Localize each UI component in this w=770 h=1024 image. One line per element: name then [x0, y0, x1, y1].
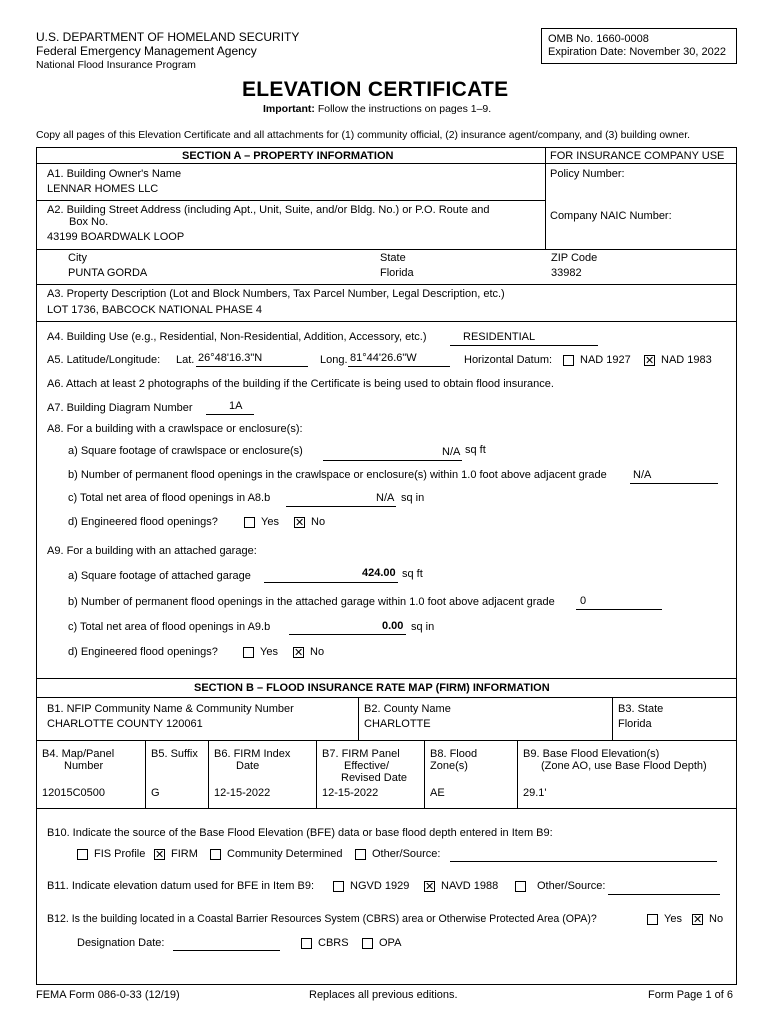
opa-label: OPA [379, 937, 402, 949]
a8-label: A8. For a building with a crawlspace or enclosure(s): [47, 423, 303, 435]
lat-label: Lat. [176, 354, 195, 366]
a9b-label: b) Number of permanent flood openings in the attached garage within 1.0 foot above adjacent grade [68, 596, 555, 608]
a2-street-address[interactable]: 43199 BOARDWALK LOOP [47, 231, 185, 243]
latitude-value[interactable]: 26°48'16.3"N [198, 352, 263, 364]
a9d-label: d) Engineered flood openings? [68, 646, 218, 658]
a9d-yes-checkbox[interactable] [243, 647, 254, 658]
a7-label: A7. Building Diagram Number [47, 402, 193, 414]
b7-label: B7. FIRM Panel [322, 748, 400, 760]
b6-firm-index-date[interactable]: 12-15-2022 [214, 787, 271, 799]
section-a-title: SECTION A – PROPERTY INFORMATION [182, 150, 394, 162]
a1-label: A1. Building Owner's Name [47, 168, 182, 180]
designation-date-label: Designation Date: [77, 937, 165, 949]
a8c-value[interactable]: N/A [376, 492, 395, 504]
state-label: State [380, 252, 406, 264]
longitude-value[interactable]: 81°44'26.6"W [350, 352, 417, 364]
a9c-value[interactable]: 0.00 [382, 620, 404, 632]
b10-community-label: Community Determined [227, 848, 343, 860]
b10-label: B10. Indicate the source of the Base Flood Elevation (BFE) data or base flood depth entered in Item B9: [47, 827, 553, 839]
b1-label: B1. NFIP Community Name & Community Number [47, 703, 294, 715]
nad1927-checkbox[interactable] [563, 355, 574, 366]
form-number: FEMA Form 086-0-33 (12/19) [36, 989, 180, 1001]
replaces-note: Replaces all previous editions. [309, 989, 458, 1001]
designation-date-field[interactable] [173, 950, 280, 951]
b11-other-field[interactable] [608, 894, 720, 895]
b12-yes-label: Yes [664, 913, 682, 925]
omb-number: OMB No. 1660-0008 [548, 33, 649, 45]
b1-community[interactable]: CHARLOTTE COUNTY 120061 [47, 718, 203, 730]
page-title: ELEVATION CERTIFICATE [242, 78, 509, 101]
a8c-label: c) Total net area of flood openings in A8.b [68, 492, 271, 504]
b2-county[interactable]: CHARLOTTE [364, 718, 431, 730]
b9-label: B9. Base Flood Elevation(s) [523, 748, 660, 760]
b5-suffix[interactable]: G [151, 787, 160, 799]
b5-label: B5. Suffix [151, 748, 198, 760]
important-note: Important: Follow the instructions on pages 1–9. [263, 103, 492, 115]
a8c-unit: sq in [401, 492, 425, 504]
a9d-no-checkbox[interactable]: ✕ [294, 646, 304, 659]
a9d-yes-label: Yes [260, 646, 278, 658]
b10-other-field[interactable] [450, 861, 717, 862]
naic-label: Company NAIC Number: [550, 210, 672, 222]
b10-community-checkbox[interactable] [210, 849, 221, 860]
b12-no-label: No [709, 913, 724, 925]
omb-box [541, 28, 737, 64]
b11-ngvd-label: NGVD 1929 [350, 880, 410, 892]
b10-fis-checkbox[interactable] [77, 849, 88, 860]
city-label: City [68, 252, 87, 264]
state-value[interactable]: Florida [380, 267, 414, 279]
b10-firm-checkbox[interactable]: ✕ [155, 848, 165, 861]
long-label: Long. [320, 354, 348, 366]
b10-firm-label: FIRM [171, 848, 198, 860]
b11-navd-label: NAVD 1988 [441, 880, 499, 892]
a5-label: A5. Latitude/Longitude: [47, 354, 161, 366]
b2-label: B2. County Name [364, 703, 451, 715]
a8d-no-label: No [311, 516, 326, 528]
a4-label: A4. Building Use (e.g., Residential, Non-Residential, Addition, Accessory, etc.) [47, 331, 427, 343]
b10-fis-label: FIS Profile [94, 848, 146, 860]
b3-label: B3. State [618, 703, 664, 715]
a9-label: A9. For a building with an attached garage: [47, 545, 257, 557]
a8d-yes-checkbox[interactable] [244, 517, 255, 528]
opa-checkbox[interactable] [362, 938, 373, 949]
b11-other-label: Other/Source: [537, 880, 606, 892]
a8d-label: d) Engineered flood openings? [68, 516, 218, 528]
b8-label-cont: Zone(s) [430, 760, 468, 772]
b12-no-checkbox[interactable]: ✕ [693, 913, 703, 926]
a3-property-description[interactable]: LOT 1736, BABCOCK NATIONAL PHASE 4 [47, 304, 262, 316]
b8-label: B8. Flood [430, 748, 478, 760]
b12-yes-checkbox[interactable] [647, 914, 658, 925]
program-name: National Flood Insurance Program [36, 59, 196, 71]
cbrs-label: CBRS [318, 937, 349, 949]
a9c-unit: sq in [411, 621, 435, 633]
a2-label-cont: Box No. [69, 216, 109, 228]
b10-other-checkbox[interactable] [355, 849, 366, 860]
nad1927-label: NAD 1927 [580, 354, 631, 366]
zip-value[interactable]: 33982 [551, 267, 582, 279]
insurance-use-heading: FOR INSURANCE COMPANY USE [550, 150, 725, 162]
b11-navd-checkbox[interactable]: ✕ [425, 880, 435, 893]
b7-label-cont: Effective/ [344, 760, 390, 772]
a8b-label: b) Number of permanent flood openings in the crawlspace or enclosure(s) within 1.0 foot above adjacent grade [68, 469, 607, 481]
a8d-no-checkbox[interactable]: ✕ [295, 516, 305, 529]
page-number: Form Page 1 of 6 [648, 989, 733, 1001]
a9b-value[interactable]: 0 [580, 595, 587, 607]
agency-name: Federal Emergency Management Agency [36, 44, 257, 58]
b11-other-checkbox[interactable] [515, 881, 526, 892]
a9a-value[interactable]: 424.00 [362, 567, 396, 579]
a8a-unit: sq ft [465, 444, 486, 456]
policy-number-label: Policy Number: [550, 168, 625, 180]
expiration-date: Expiration Date: November 30, 2022 [548, 46, 726, 58]
a8d-yes-label: Yes [261, 516, 279, 528]
cbrs-checkbox[interactable] [301, 938, 312, 949]
b4-label: B4. Map/Panel [42, 748, 115, 760]
b11-ngvd-checkbox[interactable] [333, 881, 344, 892]
a9d-no-label: No [310, 646, 325, 658]
horizontal-datum-label: Horizontal Datum: [464, 354, 553, 366]
b11-label: B11. Indicate elevation datum used for BFE in Item B9: [47, 880, 314, 892]
a9a-unit: sq ft [402, 568, 423, 580]
a1-owner-name[interactable]: LENNAR HOMES LLC [47, 183, 159, 195]
b3-state[interactable]: Florida [618, 718, 652, 730]
a6-label: A6. Attach at least 2 photographs of the building if the Certificate is being used to obtain flood insurance. [47, 378, 554, 390]
b10-other-label: Other/Source: [372, 848, 441, 860]
b7-firm-panel-date[interactable]: 12-15-2022 [322, 787, 379, 799]
a3-label: A3. Property Description (Lot and Block Numbers, Tax Parcel Number, Legal Description, etc.) [47, 288, 505, 300]
a8a-label: a) Square footage of crawlspace or enclosure(s) [68, 445, 303, 457]
a2-label: A2. Building Street Address (including Apt., Unit, Suite, and/or Bldg. No.) or P.O. Route and [47, 204, 490, 216]
copy-note: Copy all pages of this Elevation Certificate and all attachments for (1) community official, (2) insurance agent/company, and (3) building owner. [36, 130, 690, 141]
a7-diagram-number[interactable]: 1A [229, 400, 243, 412]
nad1983-checkbox[interactable]: ✕ [645, 354, 655, 367]
b12-label: B12. Is the building located in a Coastal Barrier Resources System (CBRS) area or Otherwise Protected Area (OPA)? [47, 913, 597, 925]
a9a-label: a) Square footage of attached garage [68, 570, 251, 582]
b4-label-cont: Number [64, 760, 104, 772]
b6-label-cont: Date [236, 760, 260, 772]
b9-label-cont: (Zone AO, use Base Flood Depth) [541, 760, 707, 772]
zip-label: ZIP Code [551, 252, 598, 264]
b6-label: B6. FIRM Index [214, 748, 291, 760]
a9c-label: c) Total net area of flood openings in A9.b [68, 621, 271, 633]
a4-building-use[interactable]: RESIDENTIAL [463, 331, 536, 343]
b7-label-cont2: Revised Date [341, 772, 408, 784]
city-value[interactable]: PUNTA GORDA [68, 267, 148, 279]
nad1983-label: NAD 1983 [661, 354, 712, 366]
section-b-title: SECTION B – FLOOD INSURANCE RATE MAP (FIRM) INFORMATION [194, 682, 550, 694]
b8-flood-zone[interactable]: AE [430, 787, 445, 799]
agency-dept: U.S. DEPARTMENT OF HOMELAND SECURITY [36, 30, 300, 44]
a8a-value[interactable]: N/A [442, 446, 461, 458]
b4-map-panel[interactable]: 12015C0500 [42, 787, 106, 799]
a8b-value[interactable]: N/A [633, 469, 652, 481]
b9-bfe[interactable]: 29.1' [523, 787, 547, 799]
